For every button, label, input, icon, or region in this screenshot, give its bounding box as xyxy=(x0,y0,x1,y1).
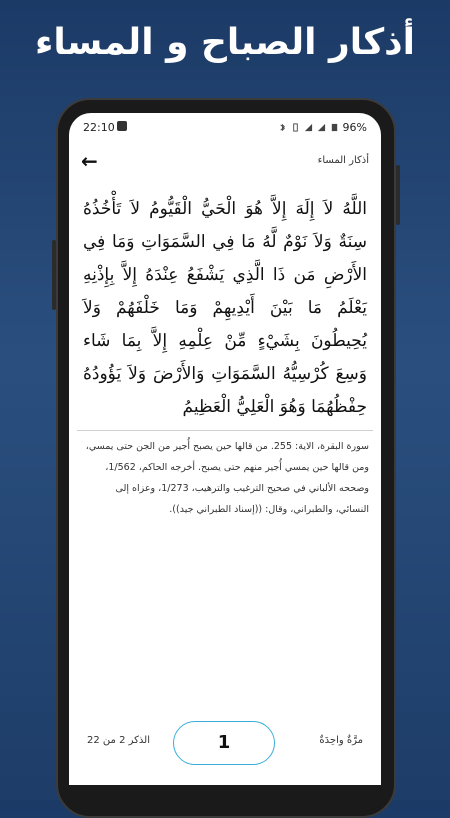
wifi-icon xyxy=(304,123,313,132)
battery-level: 96% xyxy=(342,121,367,134)
divider xyxy=(77,430,373,431)
signal-icon xyxy=(317,123,326,132)
arrow-left-icon[interactable]: ← xyxy=(81,149,98,173)
vibrate-icon xyxy=(291,123,300,132)
phone-power-button xyxy=(396,165,400,225)
app-bar xyxy=(69,147,381,175)
repeat-count: مرَّةٌ واحِدَةٌ xyxy=(319,735,363,746)
status-indicators xyxy=(278,121,367,134)
dhikr-text: اللَّهُ لاَ إِلَهَ إِلاَّ هُوَ الْحَيُّ الْقَيُّومُ لاَ تَأْخُذُهُ سِنَةٌ وَلاَ نَوْمٌ لَّهُ مَا فِي السَّمَوَاتِ وَمَا فِي الأَرْضِ مَن ذَا الَّذِي يَشْفَعُ عِنْدَهُ إِلاَّ بِإِذْنِهِ يَعْلَمُ مَا بَيْنَ أَيْدِيهِمْ وَمَا خَلْفَهُمْ وَلاَ يُحِيطُونَ بِشَيْءٍ مِّنْ عِلْمِهِ إِلاَّ بِمَا شَاء وَسِعَ كُرْسِيُّهُ السَّمَوَاتِ وَالأَرْضَ وَلاَ يَؤُودُهُ حِفْظُهُمَا وَهُوَ الْعَلِيُّ الْعَظِيمُ xyxy=(83,199,367,417)
phone-screen xyxy=(69,113,381,785)
battery-icon xyxy=(330,123,339,132)
dhikr-index: الذكر 2 من 22 xyxy=(87,735,150,746)
page-title: أذكار المساء xyxy=(317,155,369,166)
banner-title: أذكار الصباح و المساء xyxy=(34,22,415,63)
status-time: 22:10 xyxy=(83,121,115,134)
counter-button[interactable]: 1 xyxy=(173,721,275,765)
footer-bar xyxy=(69,711,381,781)
notification-icon xyxy=(117,121,127,131)
status-bar xyxy=(69,113,381,141)
bluetooth-icon xyxy=(278,123,287,132)
dhikr-source: سورة البقرة، الاية: 255. من قالها حين يصبح أُجير من الجن حتى يمسي، ومن قالها حين يمسي أُجير منهم حتى يصبح. أخرجه الحاكم، 1/562، وصححه الألباني في صحيح الترغيب والترهيب، 1/273، وعزاه إلى النسائي، والطبراني، وقال: ((إسناد الطبراني جيد)). xyxy=(85,441,369,515)
